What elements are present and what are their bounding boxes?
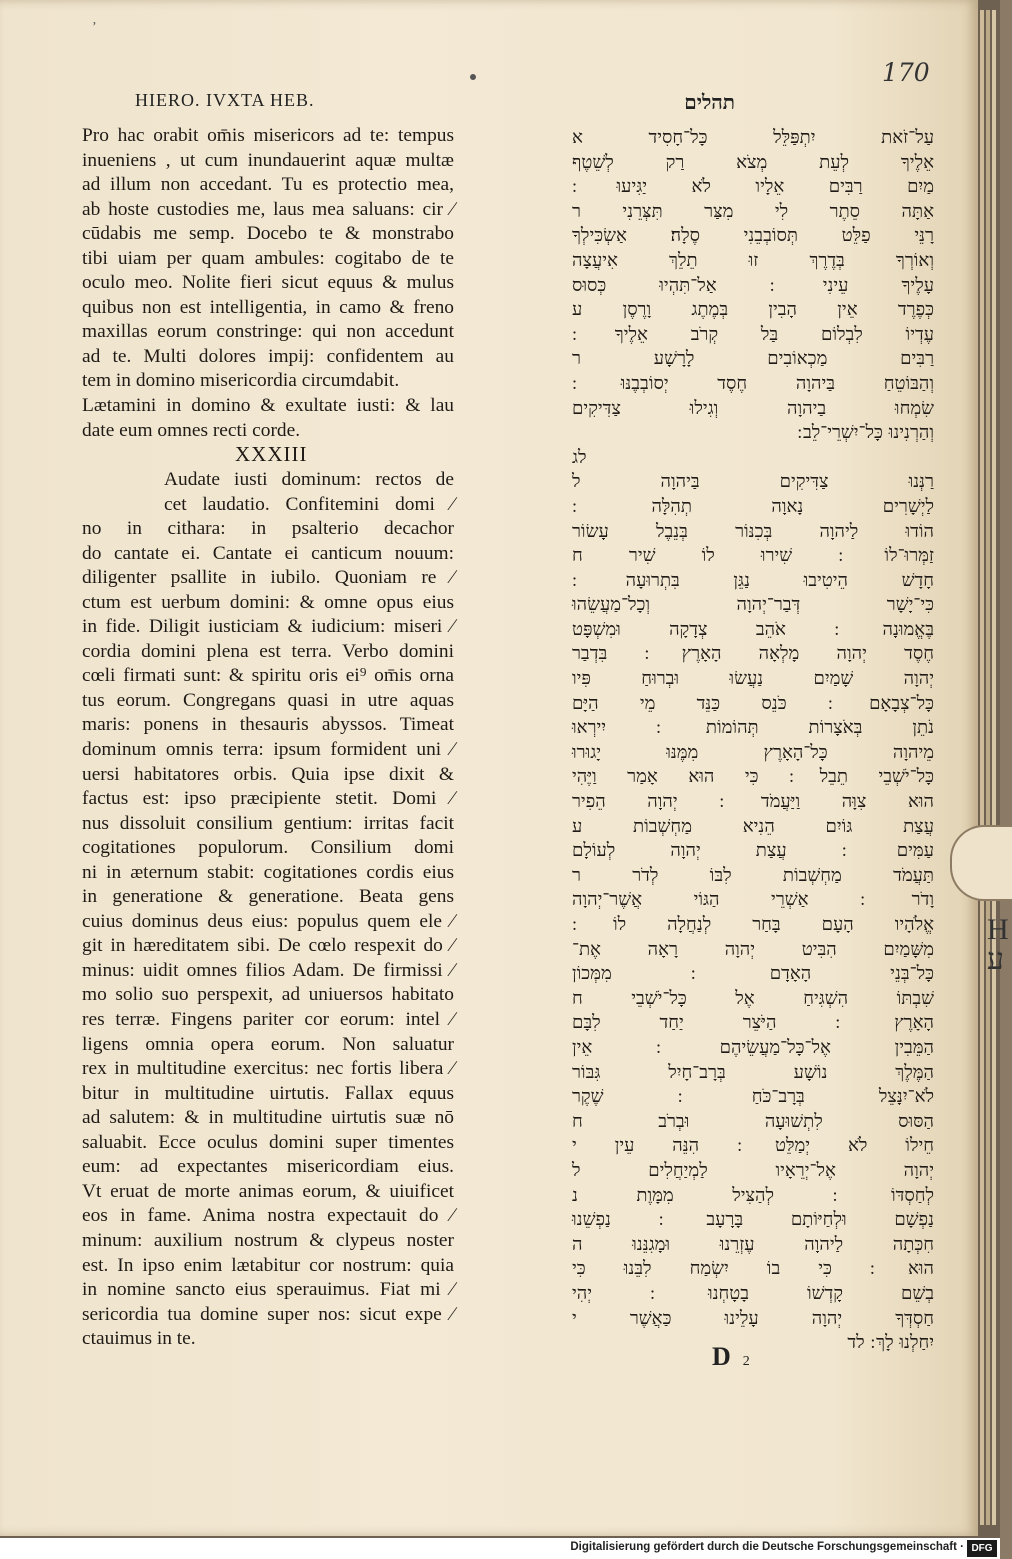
text-line: ni in æternum stabit: cogitationes cordis eius: [82, 861, 454, 883]
text-line: cœli firmati sunt: & spiritu oris ei⁹ om̄is orna: [82, 665, 454, 687]
latin-column: [82, 124, 454, 443]
text-line: ab hoste custodies me, laus mea saluans: cir ∕: [82, 198, 454, 220]
text-line: nus dissoluit consilium gentium: irritas facit: [82, 812, 454, 834]
text-line: וְהַרְנִינוּ כָּל־יִשְׁרֵי־לֵב ׃: [797, 422, 934, 444]
text-line: tem in domino misericordia circumdabit.: [82, 370, 400, 392]
hebrew-column: [572, 126, 934, 1356]
text-line: cogitationes populorum. Consilium domi: [82, 837, 454, 859]
text-line: ctauimus in te.: [82, 1328, 196, 1350]
text-line: נַפְשָׁם וּלְחַיּוֹתָם בָּרָעָב ׃ נַפְשֵׁנוּ: [572, 1209, 934, 1231]
footer-bar: [0, 1538, 1000, 1559]
text-line: in nomine sancto eius sperauimus. Fiat mi ∕: [82, 1279, 454, 1301]
text-line: חִכְּתָה לַיהוָה עֶזְרֵנוּ וּמָגִנֵּנוּ ה: [572, 1233, 934, 1255]
text-line: הַמֶּלֶךְ נוֹשָׁע בְּרָב־חָיִל גִּבּוֹר: [572, 1061, 934, 1083]
text-line: הַסּוּס לִתְשׁוּעָה וּבְרֹב ח: [572, 1110, 934, 1132]
text-line: כִּי־יָשָׁר דְּבַר־יְהוָה וְכָל־מַעֲשֵׂהוּ: [572, 594, 934, 616]
text-line: tibi uiam per quam ambules: cogitabo de te: [82, 247, 454, 269]
text-line: הוּא ׃ כִּי בוֹ יִשְׂמַח לִבֵּנוּ כִּי: [572, 1258, 934, 1280]
text-line: cuius dominus deus eius: populus quem ele ∕: [82, 910, 454, 932]
text-line: rex in multitudine exercitus: nec fortis libera ∕: [82, 1058, 454, 1080]
folio-number: 170: [882, 58, 930, 87]
text-line: ad illum non accedant. Tu es protectio mea,: [82, 174, 454, 196]
text-line: maris: ponens in thesauris abyssos. Timeat: [82, 714, 454, 736]
text-line: וְהַבּוֹטֵחַ בַּיהוָה חֶסֶד יְסוֹבְבֶנּוּ ׃: [572, 372, 934, 394]
signature-number: 2: [742, 1354, 750, 1369]
text-line: וָדֹר ׃ אַשְׁרֵי הַגּוֹי אֲשֶׁר־יְהוָה: [572, 889, 934, 911]
page-tab-mark: [950, 825, 1012, 901]
text-line: no in cithara: in psalterio decachor: [82, 518, 454, 540]
text-line: eum: ad expectantes misericordiam eius.: [82, 1156, 454, 1178]
text-line: ligens omnia opera eorum. Non saluatur: [82, 1033, 454, 1055]
text-line: in generatione & generatione. Beata gens: [82, 886, 454, 908]
text-line: חֶסֶד יְהוָה מָלְאָה הָאָרֶץ ׃ בִּדְבַר: [572, 643, 934, 665]
text-line: מֵיהוָה כָּל־הָאָרֶץ מִמֶּנּוּ יָגוּרוּ: [572, 741, 934, 763]
text-line: חַסְדְּךָ יְהוָה עָלֵינוּ כַּאֲשֶׁר י: [572, 1307, 934, 1329]
text-line: quibus non est intelligentia, in camo & freno: [82, 296, 454, 318]
text-line: וְאוֹרְךָ בְּדֶרֶךְ זוּ תֵלֵךְ אִיעֲצָה: [572, 249, 934, 271]
text-line: Pro hac orabit om̄is misericors ad te: tempus: [82, 125, 454, 146]
text-line: mo solio suo perspexit, ad uniuersos habitato: [82, 984, 454, 1006]
text-line: saluabit. Ecce oculus domini super timentes: [82, 1131, 454, 1153]
text-line: Lætamini in domino & exultate iusti: & lau: [82, 395, 454, 417]
text-line: תַּעֲמֹד מַחְשְׁבוֹת לִבּוֹ לְדֹר ר: [572, 864, 934, 886]
text-line: בֶּאֱמוּנָה ׃ אֹהֵב צְדָקָה וּמִשְׁפָּט: [572, 618, 934, 640]
text-line: עֶדְיוֹ לִבְלוֹם בַּל קְרֹב אֵלֶיךָ ׃: [572, 323, 934, 345]
text-line: diligenter psallite in iubilo. Quoniam re ∕: [82, 567, 454, 589]
text-line: הָאָרֶץ ׃ הַיֹּצֵר יַחַד לִבָּם: [572, 1012, 934, 1034]
text-line: הַמֵּבִין אֶל־כָּל־מַעֲשֵׂיהֶם ׃ אֵין: [572, 1036, 934, 1058]
text-line: oculo meo. Nolite fieri sicut equus & mulus: [82, 272, 454, 294]
text-line: Audate iusti dominum: rectos de: [164, 469, 454, 490]
text-line: tus eorum. Congregans quasi in utre aquas: [82, 689, 454, 711]
latin-running-head: HIERO. IVXTA HEB.: [135, 90, 315, 110]
page-edge: [986, 10, 990, 1525]
text-line: אֵלֶיךָ לְעֵת מְצֹא רַק לְשֵׁטֶף: [572, 151, 934, 173]
text-line: res terræ. Fingens pariter cor eorum: intel ∕: [82, 1009, 454, 1031]
text-line: לג: [572, 446, 587, 468]
text-line: עַל־זֹאת יִתְפַּלֵּל כָּל־חָסִיד א: [572, 127, 934, 148]
signature-letter: D: [712, 1342, 731, 1371]
text-line: שִׂמְחוּ בַיהוָה וְגִילוּ צַדִּיקִים: [572, 397, 934, 419]
adjacent-page-fragment: H ע: [987, 913, 1009, 976]
text-line: מִשָּׁמַיִם הִבִּיט יְהוָה רָאָה אֶת־: [572, 938, 934, 960]
text-line: עַמִּים ׃ עֲצַת יְהוָה לְעוֹלָם: [572, 840, 934, 862]
text-line: כְּפֶרֶד אֵין הָבִין בְּמֶתֶג וָרֶסֶן ע: [572, 299, 934, 321]
text-line: אֱלֹהָיו הָעָם בָּחַר לְנַחֲלָה לוֹ ׃: [572, 914, 934, 935]
text-line: ad salutem: & in multitudine uirtutis suæ nō: [82, 1107, 454, 1129]
text-line: כָּל־בְּנֵי הָאָדָם ׃ מִמְּכוֹן: [572, 963, 934, 985]
text-line: לַיְשָׁרִים נָאוָה תְהִלָּה ׃: [572, 495, 934, 517]
hebrew-running-head: תהלים: [684, 90, 735, 114]
latin-psalm-column: [82, 468, 454, 1352]
text-line: יִחַלְנוּ לָךְ ׃ לד: [847, 1332, 934, 1354]
text-line: הוּא צִוָּה וַיַּעֲמֹד ׃ יְהוָה הֵפִיר: [572, 791, 934, 813]
text-line: לֹא־יִנָּצֵל בְּרָב־כֹּחַ ׃ שֶׁקֶר: [572, 1086, 934, 1108]
text-line: sericordia tua domine super nos: sicut expe ∕: [82, 1303, 454, 1325]
text-line: מַיִם רַבִּים אֵלָיו לֹא יַגִּיעוּ ׃: [572, 176, 934, 198]
text-line: dominum omnis terra: ipsum formident uni ∕: [82, 739, 454, 761]
text-line: eos in fame. Anima nostra expectauit do ∕: [82, 1205, 454, 1227]
text-line: ad te. Multi dolores impij: confidentem au: [82, 345, 454, 367]
text-line: uersi habitatores orbis. Quia ipse dixit &: [82, 763, 454, 785]
text-line: maxillas eorum constringe: qui non accedunt: [82, 321, 454, 343]
text-line: cūdabis me semp. Docebo te & monstrabo: [82, 223, 454, 245]
dfg-logo: DFG: [967, 1540, 997, 1557]
text-line: bitur in multitudine uirtutis. Fallax equus: [82, 1082, 454, 1104]
text-line: do cantate ei. Cantate ei canticum nouum:: [82, 542, 454, 564]
text-line: עָלֶיךָ עֵינִי ׃ אַל־תִּהְיוּ כְּסוּס: [572, 274, 934, 296]
text-line: כָּל־צְבָאָם ׃ כֹּנֵס כַּנֵּד מֵי הַיָּם: [572, 692, 934, 714]
text-line: ctum est uerbum domini: & omne opus eius: [82, 591, 454, 613]
text-line: רַבִּים מַכְאוֹבִים לָרָשָׁע ר: [572, 348, 934, 370]
funding-credit: Digitalisierung gefördert durch die Deutsche Forschungsgemeinschaft ·: [570, 1541, 964, 1553]
text-line: cordia domini plena est terra. Verbo domini: [82, 640, 454, 662]
text-line: date eum omnes recti corde.: [82, 419, 301, 441]
text-line: minum: auxilium nostrum & clypeus noster: [82, 1229, 454, 1251]
text-line: רַנְּנוּ צַדִּיקִים בַּיהוָה ל: [572, 471, 934, 493]
text-line: cet laudatio. Confitemini domi ∕: [164, 493, 454, 515]
pinhole-mark: [470, 74, 476, 80]
psalm-number: XXXIII: [235, 442, 308, 466]
page-edge: [992, 10, 996, 1525]
text-line: עֲצַת גּוֹיִם הֵנִיא מַחְשְׁבוֹת ע: [572, 815, 934, 837]
text-line: minus: uidit omnes filios Adam. De firmissi ∕: [82, 959, 454, 981]
text-line: חֵילוֹ לֹא יְמַלֵּט ׃ הִנֵּה עֵין י: [572, 1135, 934, 1157]
text-line: רָנֵּי פַלֵּט תְּסוֹבְבֵנִי סֶלָה׃ אַשְׂכִּילְךָ: [572, 225, 934, 247]
page-edge: [980, 10, 984, 1525]
signature-mark: [712, 1342, 750, 1372]
text-line: יְהוָה שָׁמַיִם נַעֲשׂוּ וּבְרוּחַ פִּיו: [572, 668, 934, 690]
text-line: יְהוָה אֶל־יְרֵאָיו לַמְיַחֲלִים ל: [572, 1159, 934, 1181]
text-line: שִׁבְתּוֹ הִשְׁגִּיחַ אֶל כָּל־יֹשְׁבֵי ח: [572, 987, 934, 1009]
text-line: נֹתֵן בְּאֹצָרוֹת תְּהוֹמוֹת ׃ יִירְאוּ: [572, 717, 934, 739]
text-line: הוֹדוּ לַיהוָה בְּכִנּוֹר בְּנֵבֶל עָשׂוֹר: [572, 520, 934, 542]
text-line: זַמְּרוּ־לוֹ ׃ שִׁירוּ לוֹ שִׁיר ח: [572, 545, 934, 567]
text-line: חָדָשׁ הֵיטִיבוּ נַגֵּן בִּתְרוּעָה ׃: [572, 569, 934, 591]
text-line: inueniens , ut cum inundauerint aquæ multæ: [82, 149, 454, 171]
text-line: git in hæreditatem sibi. De cœlo respexit do ∕: [82, 935, 454, 957]
text-line: לְחַסְדּוֹ ׃ לְהַצִּיל מִמָּוֶת נ: [572, 1184, 934, 1206]
text-line: Vt eruat de morte animas eorum, & uiuificet: [82, 1180, 454, 1202]
text-line: כָּל־יֹשְׁבֵי תֵבֵל ׃ כִּי הוּא אָמַר וַיֶּהִי: [572, 766, 934, 788]
margin-mark: ʼ: [92, 20, 97, 35]
text-line: in fide. Diligit iusticiam & iudicium: miseri ∕: [82, 616, 454, 638]
text-line: est. In ipso enim lætabitur cor nostrum: quia: [82, 1254, 454, 1276]
text-line: אַתָּה סֵתֶר לִי מִצַּר תִּצְּרֵנִי ר: [572, 200, 934, 222]
text-line: factus est: ipso præcipiente stetit. Domi ∕: [82, 788, 454, 810]
text-line: בְשֵׁם קָדְשׁוֹ בָטָחְנוּ ׃ יְהִי: [572, 1282, 934, 1304]
